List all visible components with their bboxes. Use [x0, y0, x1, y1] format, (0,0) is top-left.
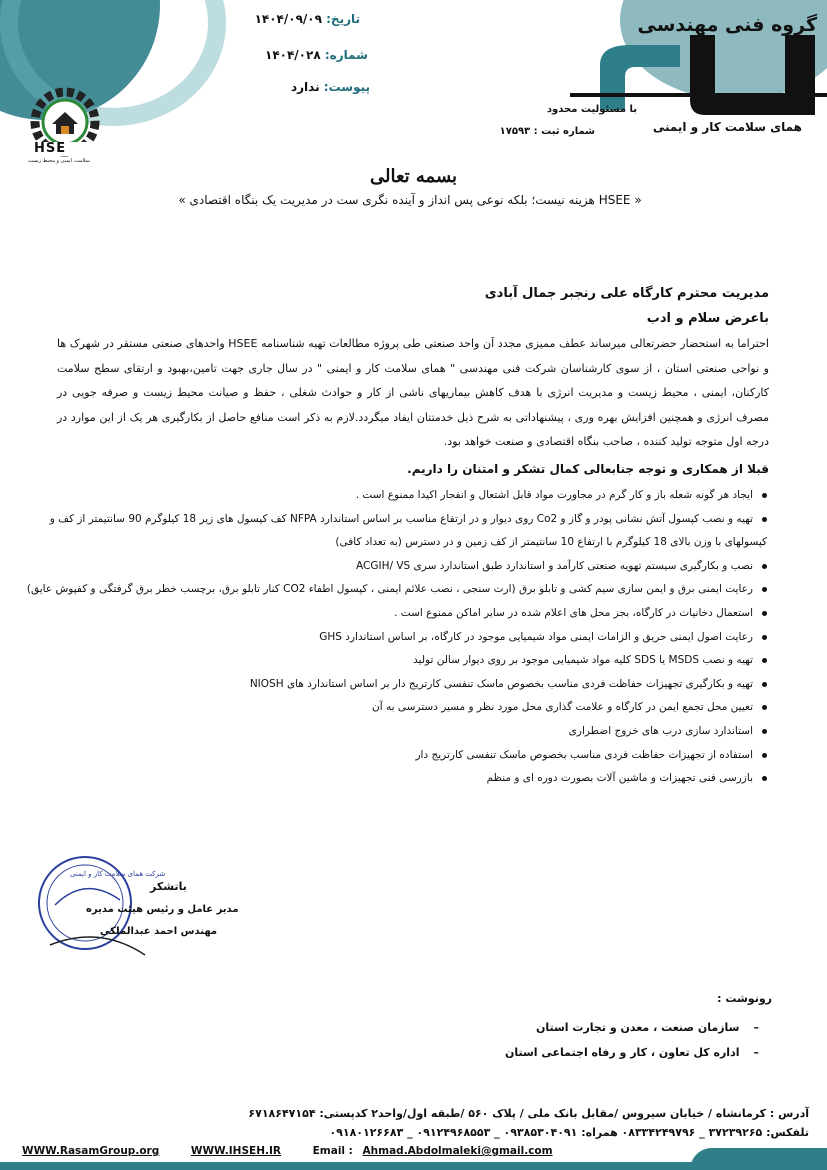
number-label: شماره:: [324, 48, 368, 62]
hse-logo-subtext: سلامت، ایمنی و محیط زیست: [28, 158, 90, 164]
recommendations-list: [26, 484, 767, 791]
attachment-field: [250, 80, 370, 94]
list-item: رعایت اصول ایمنی حریق و الزامات ایمنی مواد شیمیایی موجود در کارگاه، بر اساس استاندارد GHS: [47, 626, 767, 650]
signature-thanks: باتشکر: [150, 880, 187, 893]
list-item: تهیه و نصب کپسول آتش نشانی پودر و گاز و Co2 روی دیوار و در ارتفاع مناسب بر اساس استاندارد NFPA کف کپسول های زیر 18 کیلوگرم 90 سانتیمتر از کف و: [47, 508, 767, 532]
greeting: باعرض سلام و ادب: [646, 311, 769, 326]
list-item: بازرسی فنی تجهیزات و ماشین آلات بصورت دوره ای و منظم: [47, 767, 767, 791]
list-item: تعیین محل تجمع ایمن در کارگاه و علامت گذاری محل مورد نظر و مسیر دسترسی به آن: [47, 696, 767, 720]
attachment-value: ندارد: [290, 80, 320, 94]
closing-line: قبلا از همکاری و توجه جنابعالی کمال تشکر و امتنان را داریم.: [407, 462, 769, 476]
attachment-label: پیوست:: [323, 80, 370, 94]
company-registration: [500, 126, 595, 137]
signature-title: مدیر عامل و رئیس هیئت مدیره: [86, 904, 239, 915]
list-item: تهیه و نصب MSDS یا SDS کلیه مواد شیمیایی موجود بر روی دیوار سالن تولید: [47, 649, 767, 673]
list-item: نصب و بکارگیری سیستم تهویه صنعتی کارآمد و استاندارد طبق استاندارد سری ACGIH/ VS: [47, 555, 767, 579]
footer-phones: تلفکس: ۳۷۲۳۹۲۶۵ _ ۰۸۳۳۴۲۴۹۷۹۶ همراه: ۰۹۳۸۵۳۰۴۰۹۱ _ ۰۹۱۲۴۹۶۸۵۵۳ _ ۰۹۱۸۰۱۲۶۶۸۳: [329, 1126, 809, 1139]
company-tagline: همای سلامت کار و ایمنی: [652, 120, 802, 134]
list-item: ایجاد هر گونه شعله باز و کار گرم در مجاورت مواد قابل اشتعال و انفجار اکیدا ممنوع است .: [47, 484, 767, 508]
date-value: ۱۴۰۴/۰۹/۰۹: [254, 12, 322, 26]
email-link[interactable]: Ahmad.Abdolmaleki@gmail.com: [362, 1145, 553, 1157]
stamp-text: شرکت همای سلامت کار و ایمنی: [70, 870, 166, 878]
list-item: استعمال دخانیات در کارگاه، بجز محل های اعلام شده در سایر اماکن ممنوع است .: [47, 602, 767, 626]
motto: « HSEE هزینه نیست؛ بلکه نوعی پس انداز و آینده نگری ست در مدیریت یک بنگاه اقتصادی »: [178, 193, 642, 207]
signature-name: مهندس احمد عبدالملکی: [100, 926, 218, 937]
hse-logo-text: HSE: [34, 141, 67, 156]
list-item: تهیه و بکارگیری تجهیزات حفاظت فردی مناسب بخصوص ماسک تنفسی کارتریج دار بر اساس استاندارد های NIOSH: [47, 673, 767, 697]
basmala: بسمه تعالی: [369, 166, 458, 187]
cc-label: رونوشت :: [717, 992, 772, 1005]
list-item: استاندارد سازی درب های خروج اضطراری: [47, 720, 767, 744]
website-link-2[interactable]: WWW.IHSEH.IR: [190, 1145, 281, 1157]
footer-address: آدرس : کرمانشاه / خیابان سیروس /مقابل بانک ملی / پلاک ۵۶۰ /طبقه اول/واحد۲ کدپستی: ۶۷۱۸۶۴۷۱۵۴: [248, 1107, 809, 1120]
company-reg-label: شماره ثبت :: [533, 126, 595, 137]
cc-item: –سازمان صنعت ، معدن و تجارت استان: [535, 1021, 759, 1034]
list-item: کپسولهای با وزن بالای 18 کیلوگرم با ارتفاع 10 سانتیمتر از کف زمین و در دسترس (به تعداد کافی): [335, 536, 767, 549]
number-value: ۱۴۰۴/۰۲۸: [265, 48, 321, 62]
cc-item: –اداره کل تعاون ، کار و رفاه اجتماعی استان: [504, 1046, 759, 1059]
date-field: [250, 12, 360, 26]
footer-links: [22, 1145, 581, 1157]
list-item: استفاده از تجهیزات حفاظت فردی مناسب بخصوص ماسک تنفسی کارتریج دار: [47, 744, 767, 768]
company-reg-number: ۱۷۵۹۳: [499, 126, 531, 137]
footer-bar: [0, 1162, 827, 1170]
date-label: تاریخ:: [326, 12, 360, 26]
number-field: [258, 48, 368, 62]
website-link-1[interactable]: WWW.RasamGroup.org: [22, 1145, 160, 1157]
company-llc: با مسئولیت محدود: [546, 104, 637, 115]
company-group-name: گروه فنی مهندسی: [637, 14, 817, 36]
email-label: Email :: [312, 1145, 353, 1157]
recipient: مدیریت محترم کارگاه علی رنجبر جمال آبادی: [484, 286, 769, 301]
body-paragraph: احتراما به استحضار حضرتعالی میرساند عطف ممیزی مجدد آن واحد صنعتی طی پروژه مطالعات تهیه شناسنامه HSEE واحدهای صنعتی مستقر در شهرک ها و نواحی صنعتی استان ، از سوی کارشناسان شرکت فنی مهندسی " همای سلامت کار و ایمنی " در سال جاری جهت تامین،بهبود و ارتقای سطح سلامت کارکنان، ایمنی ، محیط زیست و مدیریت انرژی با هدف کاهش بیماریهای ناشی از کار و حوادث شغلی ، حفظ و صیانت محیط زیست و صرفه جویی در مصرف انرژی و همچنین افزایش بهره وری ، پیشنهاداتی به شرح ذیل خدمتتان ایفاد میگردد.لازم به ذکر است منافع حاصل از بکارگیری هر یک از این موارد در درجه اول متوجه تولید کننده ، صاحب بنگاه اقتصادی و صنعت خواهد بود.: [57, 337, 769, 448]
list-item: رعایت ایمنی برق و ایمن سازی سیم کشی و تابلو برق (ارت سنجی ، نصب علائم ایمنی ، کپسول اطفاء CO2 کنار تابلو برق، برچسب خطر برق گرفتگی و کفپوش عایق): [47, 578, 767, 602]
